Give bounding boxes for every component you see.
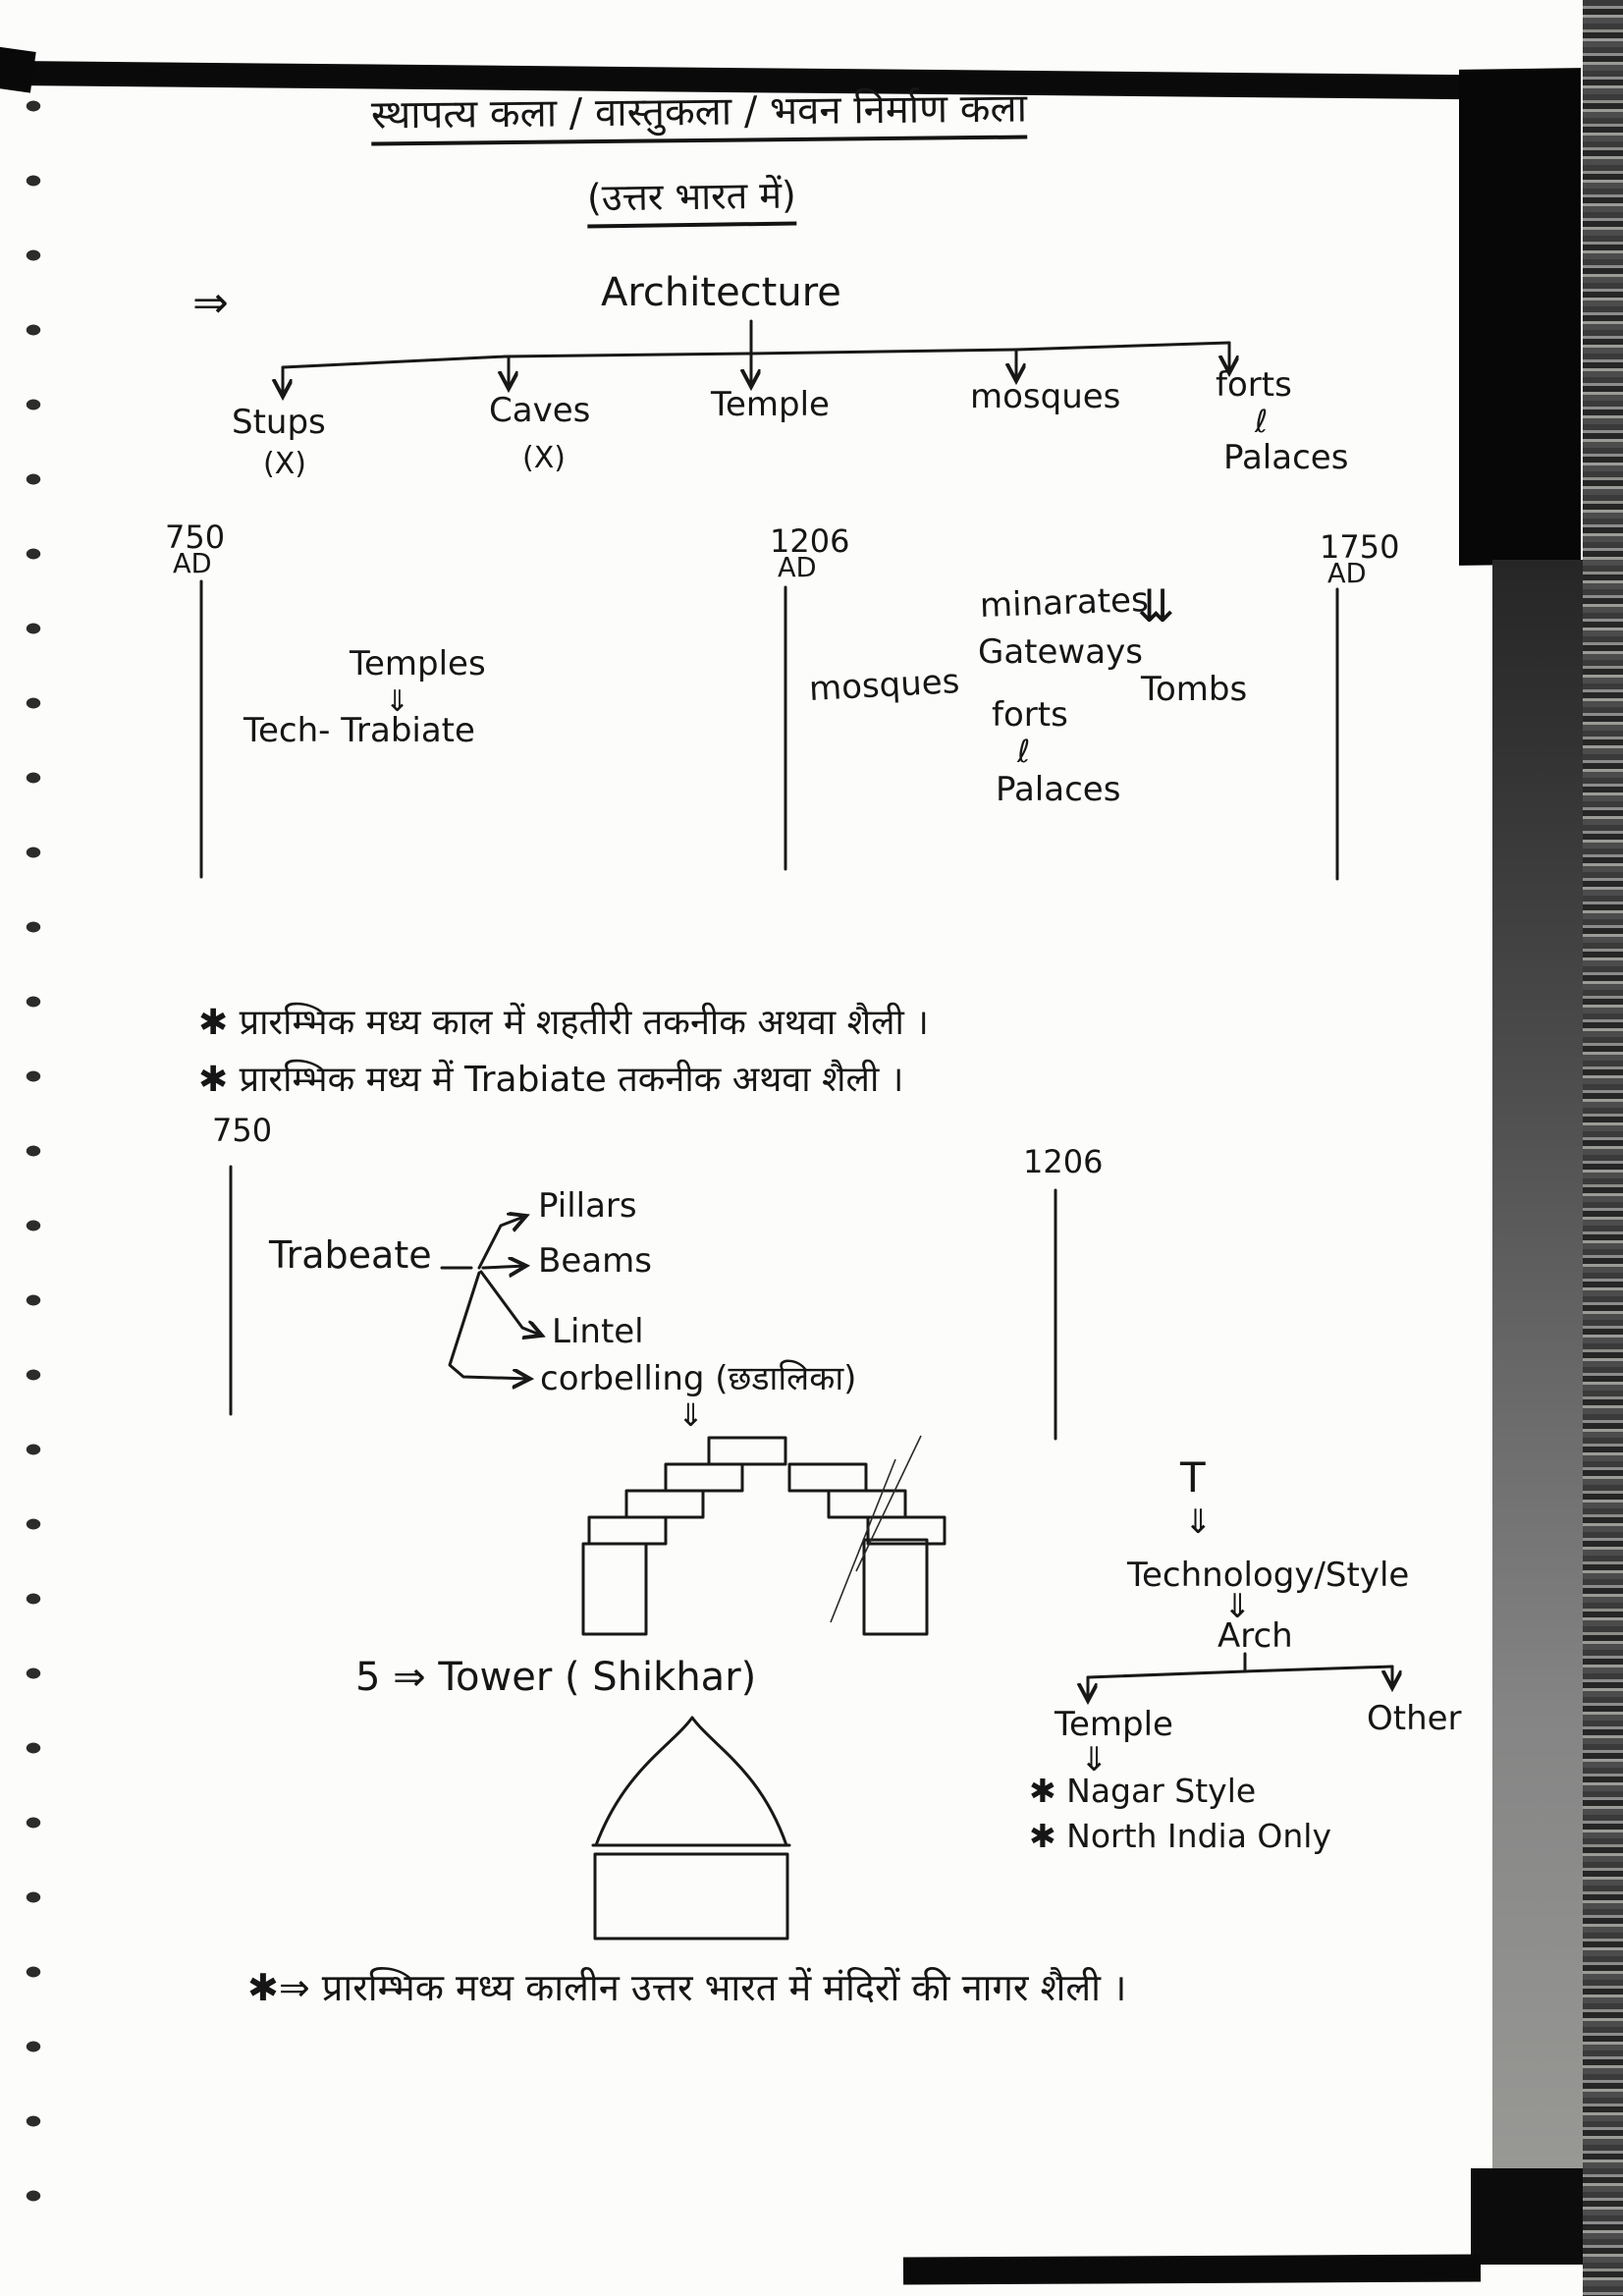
timeline-label-gateways: Gateways [978, 632, 1143, 672]
trabeate-branch-connectors [442, 1216, 542, 1379]
timeline-label-palaces: Palaces [996, 770, 1121, 809]
trabeate-label-lintel: Lintel [552, 1312, 644, 1351]
trabeate-label-pillars: Pillars [538, 1186, 637, 1226]
timeline-label-temples: Temples [350, 644, 486, 683]
down-arrow-icon: ⇓ [1223, 1587, 1252, 1626]
down-arrow-icon: ⇓ [1184, 1503, 1213, 1542]
lead-arrow-icon: ⇒ [192, 278, 229, 328]
style-tree-top-t: T [1180, 1453, 1206, 1502]
down-arrow-icon: ⇓ [385, 684, 410, 719]
style-tree-north-india-note: ✱ North India Only [1029, 1817, 1331, 1855]
tree-label-stups: Stups [232, 403, 326, 442]
note-bullet-2: ✱ प्रारम्भिक मध्य में Trabiate तकनीक अथवा शैली । [198, 1060, 904, 1100]
corbel-arch-drawing [583, 1438, 945, 1634]
tree-label-mosques: mosques [970, 377, 1121, 416]
timeline-label-minarates: minarates [979, 580, 1150, 626]
scan-artifact-bottom-bar [903, 2254, 1481, 2284]
trabeate-year-1206: 1206 [1023, 1143, 1104, 1180]
timeline-label-tech-trabiate: Tech- Trabiate [243, 711, 475, 750]
shikhar-drawing [593, 1718, 789, 1939]
timeline-label-tombs: Tombs [1141, 670, 1248, 709]
timeline-label-forts: forts [992, 695, 1068, 735]
double-down-arrow-icon: ⇊ [1137, 579, 1175, 632]
page-title: स्थापत्य कला / वास्तुकला / भवन निर्माण कला [371, 87, 1028, 146]
tree-label-forts: forts [1216, 365, 1292, 405]
down-arrow-icon: ⇓ [677, 1396, 704, 1434]
stray-scratch-marks [831, 1436, 921, 1622]
year-value: 1206 [770, 522, 850, 560]
year-value: 1750 [1320, 528, 1400, 566]
style-tree-arch-label: Arch [1217, 1616, 1293, 1656]
era-value: AD [173, 549, 212, 580]
tree-root-architecture: Architecture [601, 270, 841, 315]
tree-mark-stups-x: (X) [263, 447, 306, 481]
scan-artifact-right-column [1492, 560, 1583, 2170]
trabeate-year-750: 750 [212, 1112, 273, 1149]
tower-shikhar-label: 5 ⇒ Tower ( Shikhar) [355, 1655, 757, 1700]
page-subtitle: (उत्तर भारत में) [587, 176, 797, 229]
era-value: AD [1327, 559, 1367, 590]
trabeate-root-label: Trabeate [269, 1233, 432, 1277]
timeline-label-mosques: mosques [808, 662, 961, 709]
timeline-ampersand: ℓ [1017, 733, 1031, 770]
tree-label-palaces: Palaces [1223, 438, 1349, 477]
note-bullet-1: ✱ प्रारम्भिक मध्य काल में शहतीरी तकनीक अथवा शैली । [198, 1003, 929, 1043]
timeline-year-1206ad [770, 522, 850, 584]
timeline-year-750ad [165, 519, 226, 580]
scan-artifact-bottom-right-block [1471, 2168, 1583, 2265]
style-tree-temple-label: Temple [1055, 1705, 1173, 1744]
style-tree-other-label: Other [1367, 1699, 1462, 1738]
binding-holes-strip [6, 69, 61, 2239]
scan-artifact-top-right-block [1459, 68, 1581, 566]
tree-label-temple: Temple [711, 385, 830, 424]
down-arrow-icon: ⇓ [1080, 1740, 1109, 1779]
year-value: 750 [165, 519, 226, 556]
style-tree-connectors [1088, 1654, 1392, 1701]
style-tree-technology-style: Technology/Style [1127, 1556, 1410, 1595]
tree-ampersand: ℓ [1255, 403, 1269, 440]
era-value: AD [778, 553, 817, 584]
timeline-year-1750ad [1320, 528, 1400, 590]
bottom-note: ✱⇒ प्रारम्भिक मध्य कालीन उत्तर भारत में मंदिरों की नागर शैली । [247, 1966, 1127, 2009]
style-tree-nagar-style-note: ✱ Nagar Style [1029, 1772, 1257, 1810]
trabeate-label-beams: Beams [538, 1241, 652, 1281]
tree-mark-caves-x: (X) [522, 441, 566, 475]
tree-label-caves: Caves [489, 391, 591, 430]
scan-artifact-edge-noise [1583, 0, 1623, 2296]
trabeate-label-corbelling: corbelling (छडालिका) [540, 1359, 857, 1398]
